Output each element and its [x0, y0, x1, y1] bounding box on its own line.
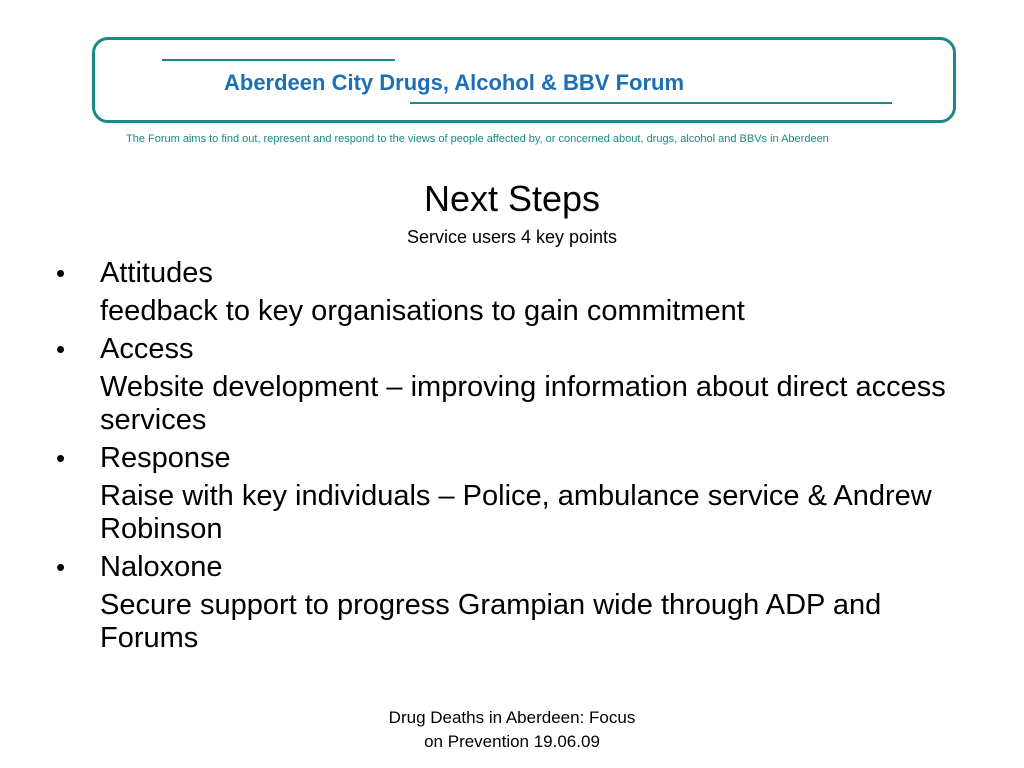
bullet-icon: • [56, 258, 66, 288]
point-detail: Website development – improving information about direct access services [100, 371, 946, 436]
slide-subtitle: Service users 4 key points [406, 227, 618, 247]
slide-footer [0, 706, 1024, 754]
forum-title: Aberdeen City Drugs, Alcohol & BBV Forum [224, 70, 685, 95]
header-rule-top [162, 59, 395, 61]
footer-line-1: Drug Deaths in Aberdeen: Focus [388, 708, 636, 727]
list-item [56, 440, 976, 476]
point-heading: Access [100, 333, 194, 365]
slide-title: Next Steps [423, 178, 601, 219]
point-detail: Raise with key individuals – Police, ambulance service & Andrew Robinson [100, 480, 932, 545]
point-detail: feedback to key organisations to gain commitment [100, 295, 745, 327]
point-heading: Naloxone [100, 551, 223, 583]
list-item [56, 549, 976, 585]
footer-line-2: on Prevention 19.06.09 [424, 732, 600, 751]
list-item [56, 255, 976, 291]
point-detail: Secure support to progress Grampian wide through ADP and Forums [100, 589, 882, 654]
point-heading: Response [100, 442, 231, 474]
bullet-icon: • [56, 552, 66, 582]
bullet-icon: • [56, 334, 66, 364]
bullet-icon: • [56, 443, 66, 473]
point-heading: Attitudes [100, 257, 213, 289]
header-rule-bottom [410, 102, 892, 104]
forum-tagline: The Forum aims to find out, represent and respond to the views of people affected by, or concerned about, drugs, alcohol and BBVs in Aberdeen [126, 133, 829, 145]
list-item [56, 331, 976, 367]
key-points-list [56, 253, 976, 658]
